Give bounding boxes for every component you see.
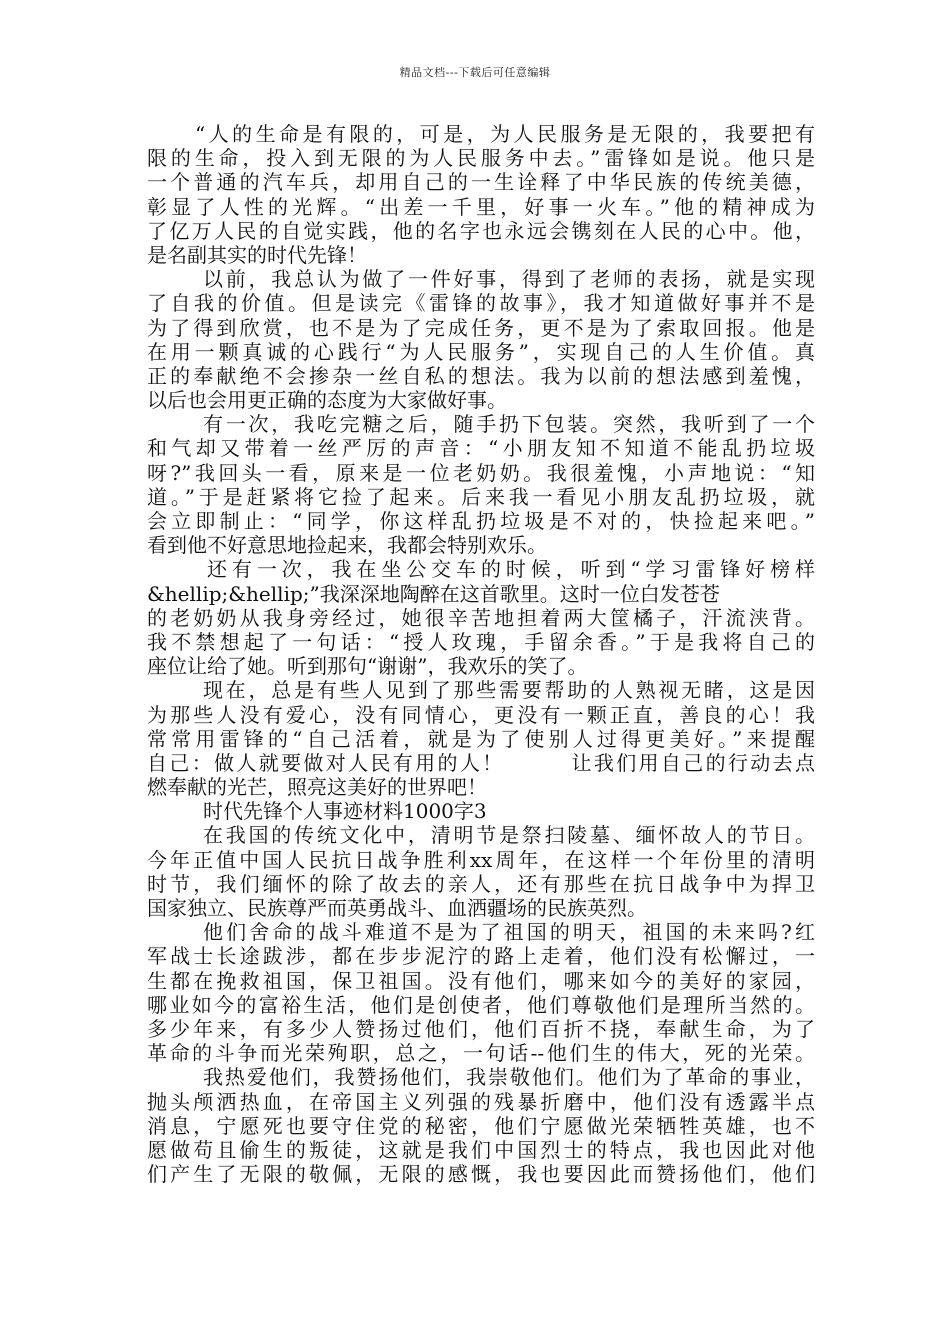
- text-line: 在用一颗真诚的心践行“为人民服务”，实现自己的人生价值。真: [147, 339, 815, 364]
- paragraph: [147, 920, 815, 1065]
- text-line: 正的奉献绝不会掺杂一丝自私的想法。我为以前的想法感到羞愧，: [147, 363, 815, 388]
- text-line: 消息，宁愿死也要守住党的秘密，他们宁愿做光荣牺牲英雄，也不: [147, 1113, 815, 1138]
- text-line: 会立即制止：“同学，你这样乱扔垃圾是不对的，快捡起来吧。”: [147, 509, 815, 533]
- text-line: 在我国的传统文化中，清明节是祭扫陵墓、缅怀故人的节日。: [203, 823, 815, 848]
- text-line: 燃奉献的光芒，照亮这美好的世界吧！: [147, 775, 487, 800]
- text-line: 多少年来，有多少人赞扬过他们，他们百折不挠，奉献生命，为了: [147, 1016, 815, 1041]
- text-line: 哪业如今的富裕生活，他们是创使者，他们尊敬他们是理所当然的。: [147, 992, 815, 1017]
- text-line: 呀?”我回头一看，原来是一位老奶奶。我很羞愧，小声地说：“知: [147, 460, 815, 485]
- paragraph: [147, 557, 815, 678]
- text-line: 了自我的价值。但是读完《雷锋的故事》，我才知道做好事并不是: [147, 291, 815, 316]
- paragraph: [147, 267, 815, 412]
- heading-text: 时代先锋个人事迹材料1000字3: [203, 799, 487, 824]
- text-line: 他们舍命的战斗难道不是为了祖国的明天，祖国的未来吗?红: [203, 920, 815, 945]
- text-line: 和气却又带着一丝严厉的声音：“小朋友知不知道不能乱扔垃圾: [147, 436, 815, 461]
- paragraph: [147, 1065, 815, 1186]
- page-header: 精品文档---下载后可任意编辑: [399, 66, 551, 79]
- section-heading: [147, 799, 815, 823]
- text-line: 的老奶奶从我身旁经过，她很辛苦地担着两大筐橘子，汗流浃背。: [147, 605, 815, 630]
- text-line: 自己：做人就要做对人民有用的人！ 让我们用自己的行动去点: [147, 750, 815, 775]
- text-line: 今年正值中国人民抗日战争胜利xx周年，在这样一个年份里的清明: [147, 847, 815, 872]
- text-line: 还有一次，我在坐公交车的时候，听到“学习雷锋好榜样: [207, 557, 815, 582]
- text-line: 以前，我总认为做了一件好事，得到了老师的表扬，就是实现: [203, 267, 815, 292]
- text-line: 我热爱他们，我赞扬他们，我崇敬他们。他们为了革命的事业，: [203, 1065, 815, 1090]
- text-line: 时节，我们缅怀的除了故去的亲人，还有那些在抗日战争中为捍卫: [147, 871, 815, 896]
- text-line: 座位让给了她。听到那句“谢谢”，我欢乐的笑了。: [147, 654, 588, 679]
- text-line: 们产生了无限的敬佩，无限的感慨，我也要因此而赞扬他们，他们: [147, 1162, 815, 1187]
- paragraph: [147, 823, 815, 920]
- text-line: 国家独立、民族尊严而英勇战斗、血洒疆场的民族英烈。: [147, 896, 647, 920]
- text-line: “人的生命是有限的，可是，为人民服务是无限的，我要把有: [195, 122, 815, 146]
- text-line: 愿做苟且偷生的叛徒，这就是我们中国烈士的特点，我也因此对他: [147, 1137, 815, 1162]
- text-line: 是名副其实的时代先锋！: [147, 242, 367, 267]
- text-line: 看到他不好意思地捡起来，我都会特别欢乐。: [147, 533, 547, 558]
- text-line: 为那些人没有爱心，没有同情心，更没有一颗正直，善良的心！我: [147, 702, 815, 727]
- paragraph: [147, 122, 815, 267]
- paragraph: [147, 412, 815, 557]
- text-line: 军战士长途跋涉，都在步步泥泞的路上走着，他们没有松懈过，一: [147, 944, 815, 969]
- text-line: 限的生命，投入到无限的为人民服务中去。”雷锋如是说。他只是: [147, 146, 815, 171]
- text-line: 道。”于是赶紧将它捡了起来。后来我一看见小朋友乱扔垃圾，就: [147, 484, 815, 509]
- text-line: 了亿万人民的自觉实践，他的名字也永远会镌刻在人民的心中。他，: [147, 218, 815, 243]
- text-line: 革命的斗争而光荣殉职，总之，一句话--他们生的伟大，死的光荣。: [147, 1041, 815, 1066]
- text-line: 为了得到欣赏，也不是为了完成任务，更不是为了索取回报。他是: [147, 315, 815, 340]
- text-line: 现在，总是有些人见到了那些需要帮助的人熟视无睹，这是因: [203, 678, 815, 703]
- text-line: 彰显了人性的光辉。“出差一千里，好事一火车。”他的精神成为: [147, 194, 815, 219]
- text-line: 以后也会用更正确的态度为大家做好事。: [147, 388, 507, 413]
- paragraph: [147, 678, 815, 799]
- text-line: 我不禁想起了一句话：“授人玫瑰，手留余香。”于是我将自己的: [147, 629, 815, 654]
- text-line: 一个普通的汽车兵，却用自己的一生诠释了中华民族的传统美德，: [147, 170, 815, 195]
- text-line: 生都在挽救祖国，保卫祖国。没有他们，哪来如今的美好的家园，: [147, 968, 815, 993]
- document-body: [147, 122, 815, 1186]
- text-line: &hellip;&hellip;”我深深地陶醉在这首歌里。这时一位白发苍苍: [147, 581, 720, 606]
- text-line: 有一次，我吃完糖之后，随手扔下包装。突然，我听到了一个: [203, 412, 815, 437]
- text-line: 抛头颅洒热血，在帝国主义列强的残暴折磨中，他们没有透露半点: [147, 1089, 815, 1114]
- text-line: 常常用雷锋的“自己活着，就是为了使别人过得更美好。”来提醒: [147, 726, 815, 751]
